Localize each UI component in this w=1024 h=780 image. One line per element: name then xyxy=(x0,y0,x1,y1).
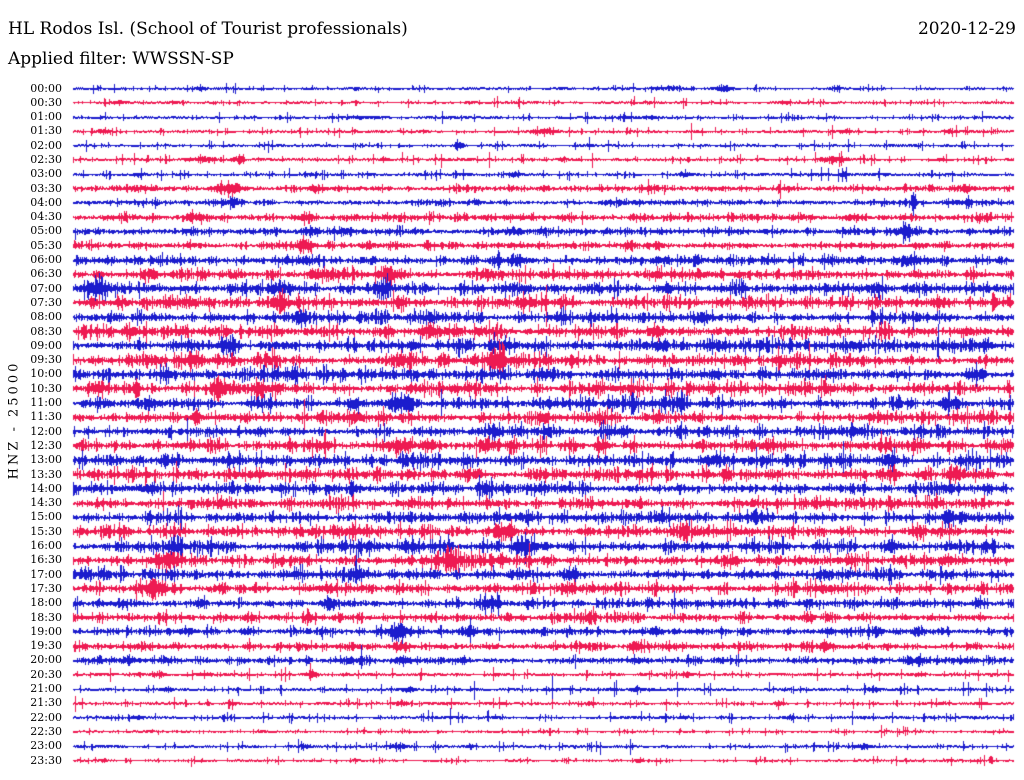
time-label: 19:00 xyxy=(30,624,62,638)
time-label: 13:30 xyxy=(30,467,62,481)
time-label: 14:00 xyxy=(30,481,62,495)
time-label: 23:00 xyxy=(30,739,62,753)
time-label: 16:00 xyxy=(30,539,62,553)
time-label: 16:30 xyxy=(30,553,62,567)
time-label: 08:00 xyxy=(30,310,62,324)
time-label: 09:00 xyxy=(30,338,62,352)
time-label: 08:30 xyxy=(30,324,62,338)
time-label: 19:30 xyxy=(30,639,62,653)
time-label: 02:00 xyxy=(30,138,62,152)
time-label: 22:30 xyxy=(30,724,62,738)
time-label: 15:00 xyxy=(30,510,62,524)
time-label: 00:30 xyxy=(30,95,62,109)
time-label: 12:30 xyxy=(30,438,62,452)
time-label: 18:00 xyxy=(30,596,62,610)
time-label: 09:30 xyxy=(30,353,62,367)
time-label: 04:00 xyxy=(30,195,62,209)
time-label: 21:30 xyxy=(30,696,62,710)
time-label: 07:30 xyxy=(30,295,62,309)
time-label: 10:00 xyxy=(30,367,62,381)
time-label: 01:00 xyxy=(30,110,62,124)
channel-scale-label: HNZ - 25000 xyxy=(6,360,22,480)
time-label: 12:00 xyxy=(30,424,62,438)
time-label: 06:00 xyxy=(30,253,62,267)
time-label: 23:30 xyxy=(30,753,62,767)
time-label: 17:30 xyxy=(30,581,62,595)
record-date: 2020-12-29 xyxy=(917,19,1016,39)
time-label: 20:00 xyxy=(30,653,62,667)
time-label: 14:30 xyxy=(30,496,62,510)
time-label: 18:30 xyxy=(30,610,62,624)
time-label: 21:00 xyxy=(30,682,62,696)
time-label: 05:00 xyxy=(30,224,62,238)
time-label: 03:00 xyxy=(30,167,62,181)
time-label: 06:30 xyxy=(30,267,62,281)
station-title: HL Rodos Isl. (School of Tourist professionals) xyxy=(8,19,408,39)
time-label: 11:00 xyxy=(30,396,62,410)
filter-label: Applied filter: WWSSN-SP xyxy=(8,49,234,69)
time-label: 05:30 xyxy=(30,238,62,252)
time-label: 15:30 xyxy=(30,524,62,538)
time-label: 00:00 xyxy=(30,81,62,95)
time-label: 07:00 xyxy=(30,281,62,295)
time-label: 11:30 xyxy=(30,410,62,424)
time-label: 20:30 xyxy=(30,667,62,681)
time-label: 10:30 xyxy=(30,381,62,395)
time-label: 03:30 xyxy=(30,181,62,195)
time-label: 22:00 xyxy=(30,710,62,724)
time-label: 17:00 xyxy=(30,567,62,581)
time-label: 01:30 xyxy=(30,124,62,138)
time-label: 13:00 xyxy=(30,453,62,467)
time-label: 04:30 xyxy=(30,210,62,224)
time-label: 02:30 xyxy=(30,152,62,166)
